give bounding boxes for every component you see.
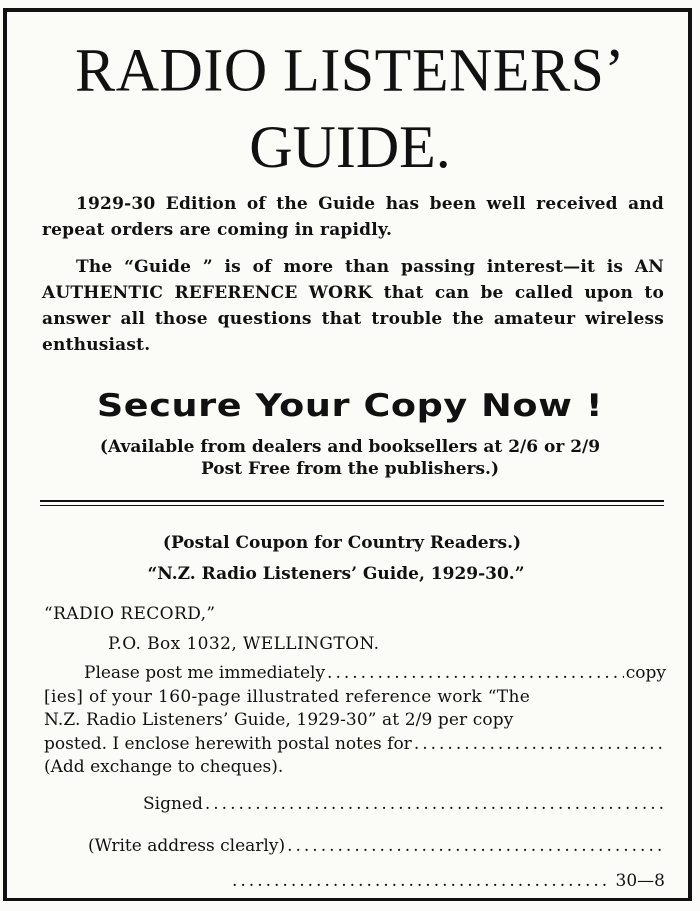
- availability-line-1: (Available from dealers and booksellers at 2/6 or 2/9: [99, 437, 601, 457]
- address-row: [88, 836, 665, 856]
- order-copy-word: copy: [625, 663, 666, 683]
- ad-code: 30—8: [615, 871, 665, 891]
- order-start: Please post me immediately: [84, 663, 326, 683]
- order-line-3: N.Z. Radio Listeners’ Guide, 1929-30” at 2/9 per copy: [44, 710, 514, 730]
- order-line-4: [44, 733, 666, 757]
- call-to-action-headline: Secure Your Copy Now !: [96, 388, 604, 424]
- address-second-row: [230, 871, 665, 891]
- postal-notes-blank[interactable]: [414, 733, 664, 757]
- order-form-text: [44, 662, 666, 780]
- title-line-1: RADIO LISTENERS’: [75, 36, 625, 104]
- availability-line-2: Post Free from the publishers.): [200, 459, 500, 479]
- signature-blank[interactable]: [205, 794, 663, 814]
- availability-note: [0, 436, 700, 480]
- coupon-heading: (Postal Coupon for Country Readers.): [162, 533, 522, 553]
- signed-label: Signed: [143, 794, 203, 814]
- intro-paragraph: 1929-30 Edition of the Guide has been well received and repeat orders are coming in rapidly.: [42, 194, 664, 240]
- address-blank[interactable]: [287, 836, 663, 856]
- divider-rule-thick: [40, 500, 664, 502]
- coupon-address-name: “RADIO RECORD,”: [44, 604, 216, 624]
- signature-row: [143, 794, 665, 814]
- order-line-1: [44, 662, 666, 686]
- coupon-subheading: “N.Z. Radio Listeners’ Guide, 1929-30.”: [147, 564, 525, 584]
- divider-rule-thin: [40, 505, 664, 506]
- order-line-2: [ies] of your 160-page illustrated reference work “The: [44, 686, 531, 707]
- order-line-4-text: posted. I enclose herewith postal notes for: [44, 733, 412, 754]
- address-label: (Write address clearly): [88, 836, 286, 856]
- description-paragraph: The “Guide ” is of more than passing interest—it is AN AUTHENTIC REFERENCE WORK that can be called upon to answer all those questions that trouble the amateur wireless enthusiast.: [42, 257, 664, 355]
- address-blank-2[interactable]: [232, 871, 608, 891]
- coupon-address-line: P.O. Box 1032, WELLINGTON.: [108, 634, 380, 654]
- title-line-2: GUIDE.: [249, 114, 451, 180]
- copy-count-blank[interactable]: [327, 662, 624, 686]
- order-line-5: (Add exchange to cheques).: [44, 757, 284, 777]
